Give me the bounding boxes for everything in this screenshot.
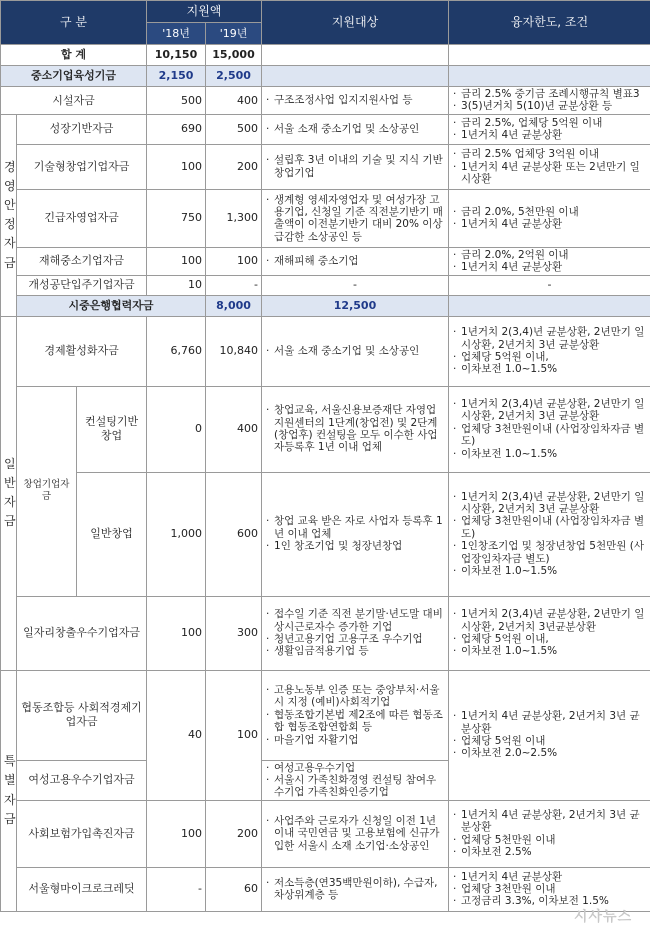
row-y19: 1,300 — [206, 189, 262, 247]
row-target — [262, 316, 449, 386]
cond-item: · 금리 2.0%, 2억원 이내 — [452, 249, 647, 261]
row-y19: 100 — [206, 670, 262, 800]
startup-group-label: 창업기업자금 — [17, 386, 77, 596]
target-item: · 재해피해 중소기업 — [265, 255, 445, 267]
row-name: 여성고용우수기업자금 — [17, 760, 147, 800]
cond-item: · 업체당 5억원 이내, — [452, 351, 647, 363]
row-y19: 10,840 — [206, 316, 262, 386]
cond-item: · 금리 2.5% 업체당 3억원 이내 — [452, 148, 647, 160]
row-name: 재해중소기업자금 — [17, 247, 147, 275]
cond-item: · 업체당 5억원 이내 — [452, 735, 647, 747]
target-item: · 여성고용우수기업 — [265, 762, 445, 774]
row-cond — [449, 867, 650, 911]
row-y18: 690 — [147, 114, 206, 144]
target-item: · 설립후 3년 이내의 기술 및 지식 기반 창업기업 — [265, 154, 445, 179]
cond-item: · 업체당 3천만원 이내 — [452, 883, 647, 895]
row-cond — [449, 247, 650, 275]
group-label-teukbyeol: 특 별 자 금 — [1, 670, 17, 911]
row-target — [262, 800, 449, 867]
row-y19: 200 — [206, 144, 262, 189]
row-y18: 100 — [147, 144, 206, 189]
section-bank-label: 시중은행협력자금 — [17, 295, 206, 316]
section-bank-row — [1, 295, 650, 316]
cond-item: · 1년거치 2(3,4)년 균분상환, 2년만기 일시상환, 2년거치 3년균분상환 — [452, 608, 647, 633]
row-y18: 100 — [147, 247, 206, 275]
target-item: · 저소득층(연35백만원이하), 수급자, 차상위계층 등 — [265, 877, 445, 902]
table-row — [1, 189, 650, 247]
group-label-ilban: 일 반 자 금 — [1, 316, 17, 670]
cond-item: · 1년거치 4년 균분상환 — [452, 129, 647, 141]
row-name: 사회보험가입촉진자금 — [17, 800, 147, 867]
row-y18: 10 — [147, 275, 206, 295]
cond-item: · 이차보전 1.0~1.5% — [452, 448, 647, 460]
row-y19: 60 — [206, 867, 262, 911]
section-sme-label: 중소기업육성기금 — [1, 66, 147, 87]
row-name: 협동조합등 사회적경제기업자금 — [17, 670, 147, 760]
section-sme-y18: 2,150 — [147, 66, 206, 87]
row-target — [262, 472, 449, 596]
target-item: · 고용노동부 인증 또는 중앙부처·서울시 지정 (예비)사회적기업 — [265, 684, 445, 709]
row-name: 개성공단입주기업자금 — [17, 275, 147, 295]
row-target — [262, 87, 449, 115]
table-row — [1, 596, 650, 670]
total-y19: 15,000 — [206, 45, 262, 66]
header-amount: 지원액 — [147, 1, 262, 23]
table-row — [1, 472, 650, 596]
total-label: 합 계 — [1, 45, 147, 66]
row-name: 성장기반자금 — [17, 114, 147, 144]
cond-item: · 금리 2.5% 중기금 조례시행규칙 별표3 — [452, 88, 647, 100]
total-y18: 10,150 — [147, 45, 206, 66]
cond-item: · 이차보전 1.0~1.5% — [452, 565, 647, 577]
table-row — [1, 114, 650, 144]
cond-item: · 1년거치 4년 균분상환 — [452, 261, 647, 273]
cond-item: · 이차보전 1.0~1.5% — [452, 645, 647, 657]
total-row — [1, 45, 650, 66]
target-item: · 생계형 영세자영업자 및 여성가장 고용기업, 신청일 기준 직전분기반기 매출액이 이전분기반기 대비 20% 이상 급감한 소상공인 등 — [265, 194, 445, 244]
row-y19: 400 — [206, 386, 262, 472]
row-cond — [449, 189, 650, 247]
row-name: 시설자금 — [1, 87, 147, 115]
cond-item: · 1년거치 2(3,4)년 균분상환, 2년만기 일시상환, 2년거치 3년 균분상환 — [452, 326, 647, 351]
table-row — [1, 670, 650, 760]
row-target — [262, 670, 449, 760]
target-item: · 1인 창조기업 및 청장년창업 — [265, 540, 445, 552]
cond-item: · 1년거치 4년 균분상환 — [452, 218, 647, 230]
group-label-gyeongyeong: 경 영 안 정 자 금 — [1, 114, 17, 316]
cond-item: · 1년거치 2(3,4)년 균분상환, 2년만기 일시상환, 2년거치 3년 균분상환 — [452, 491, 647, 516]
target-item: · 생활임금적용기업 등 — [265, 645, 445, 657]
row-target: - — [262, 275, 449, 295]
cond-item: · 업체당 3천만원이내 (사업장임차자금 별도) — [452, 515, 647, 540]
row-y18: 500 — [147, 87, 206, 115]
target-item: · 구조조정사업 입지지원사업 등 — [265, 94, 445, 106]
cond-item: · 금리 2.0%, 5천만원 이내 — [452, 206, 647, 218]
row-y19: 500 — [206, 114, 262, 144]
cond-item: · 이차보전 1.0~1.5% — [452, 363, 647, 375]
row-cond — [449, 800, 650, 867]
section-bank-y19: 12,500 — [262, 295, 449, 316]
watermark: 시사뉴스 — [574, 909, 633, 925]
header-limit: 융자한도, 조건 — [449, 1, 650, 45]
row-y18: 750 — [147, 189, 206, 247]
header-year-18: '18년 — [147, 23, 206, 45]
row-y18: 100 — [147, 596, 206, 670]
row-cond — [449, 144, 650, 189]
header-year-19: '19년 — [206, 23, 262, 45]
table-row — [1, 800, 650, 867]
cond-item: · 이차보전 2.0~2.5% — [452, 747, 647, 759]
row-y19: 400 — [206, 87, 262, 115]
row-target — [262, 144, 449, 189]
row-y18: 6,760 — [147, 316, 206, 386]
row-cond — [449, 472, 650, 596]
target-item: · 창업교육, 서울신용보증재단 자영업지원센터의 1단계(창업전) 및 2단계(창업후) 컨설팅을 모두 이수한 사업자등록후 1년 이내 업체 — [265, 404, 445, 454]
row-y18: 100 — [147, 800, 206, 867]
row-name: 서울형마이크로크레딧 — [17, 867, 147, 911]
target-item: · 협동조합기본법 제2조에 따른 협동조합 협동조합연합회 등 — [265, 709, 445, 734]
row-y18: 0 — [147, 386, 206, 472]
row-y19: 300 — [206, 596, 262, 670]
row-y18: 40 — [147, 670, 206, 800]
table-row — [1, 247, 650, 275]
cond-item: · 1년거치 4년 균분상환 — [452, 871, 647, 883]
row-y19: - — [206, 275, 262, 295]
row-cond — [449, 670, 650, 800]
cond-item: · 이차보전 2.5% — [452, 846, 647, 858]
cond-item: · 업체당 5천만원 이내 — [452, 834, 647, 846]
table-row — [1, 87, 650, 115]
row-target — [262, 867, 449, 911]
target-item: · 창업 교육 받은 자로 사업자 등록후 1년 이내 업체 — [265, 515, 445, 540]
row-y18: 1,000 — [147, 472, 206, 596]
target-item: · 서울 소재 중소기업 및 소상공인 — [265, 123, 445, 135]
target-item: · 사업주와 근로자가 신청일 이전 1년이내 국민연금 및 고용보험에 신규가입한 서울시 소재 소기업·소상공인 — [265, 815, 445, 852]
row-cond: - — [449, 275, 650, 295]
row-target — [262, 247, 449, 275]
table-row — [1, 867, 650, 911]
cond-item: · 고정금리 3.3%, 이차보전 1.5% — [452, 895, 647, 907]
target-item: · 서울시 가족친화경영 컨설팅 참여우수기업 가족친화인증기업 — [265, 774, 445, 799]
header-category: 구 분 — [1, 1, 147, 45]
section-bank-y18: 8,000 — [206, 295, 262, 316]
row-name: 일자리창출우수기업자금 — [17, 596, 147, 670]
cond-item: · 1년거치 4년 균분상환, 2년거치 3년 균분상환 — [452, 710, 647, 735]
cond-item: · 1년거치 4년 균분상환, 2년거치 3년 균분상환 — [452, 809, 647, 834]
section-sme-y19: 2,500 — [206, 66, 262, 87]
target-item: · 서울 소재 중소기업 및 소상공인 — [265, 345, 445, 357]
cond-item: · 업체당 5억원 이내, — [452, 633, 647, 645]
cond-item: · 업체당 3천만원이내 (사업장임차자금 별도) — [452, 423, 647, 448]
target-item: · 마을기업 자활기업 — [265, 734, 445, 746]
table-row — [1, 144, 650, 189]
cond-item: · 3(5)년거치 5(10)년 균분상환 등 — [452, 100, 647, 112]
row-name: 컨설팅기반 창업 — [77, 386, 147, 472]
table-row — [1, 386, 650, 472]
row-target — [262, 386, 449, 472]
row-cond — [449, 87, 650, 115]
row-target — [262, 760, 449, 800]
row-name: 긴급자영업자금 — [17, 189, 147, 247]
target-item: · 청년고용기업 고용구조 우수기업 — [265, 633, 445, 645]
row-name: 일반창업 — [77, 472, 147, 596]
cond-item: · 1년거치 2(3,4)년 균분상환, 2년만기 일시상환, 2년거치 3년 균분상환 — [452, 398, 647, 423]
row-target — [262, 189, 449, 247]
section-sme-row — [1, 66, 650, 87]
row-target — [262, 114, 449, 144]
row-cond — [449, 114, 650, 144]
row-name: 기술형창업기업자금 — [17, 144, 147, 189]
row-cond — [449, 386, 650, 472]
header-target: 지원대상 — [262, 1, 449, 45]
row-y19: 100 — [206, 247, 262, 275]
row-y19: 200 — [206, 800, 262, 867]
row-target — [262, 596, 449, 670]
row-cond — [449, 596, 650, 670]
target-item: · 접수일 기준 직전 분기말·년도말 대비 상시근로자수 증가한 기업 — [265, 608, 445, 633]
table-row — [1, 275, 650, 295]
cond-item: · 1인창조기업 및 청장년창업 5천만원 (사업장임차자금 별도) — [452, 540, 647, 565]
table-row — [1, 316, 650, 386]
row-y19: 600 — [206, 472, 262, 596]
row-cond — [449, 316, 650, 386]
row-y18: - — [147, 867, 206, 911]
row-name: 경제활성화자금 — [17, 316, 147, 386]
cond-item: · 금리 2.5%, 업체당 5억원 이내 — [452, 117, 647, 129]
cond-item: · 1년거치 4년 균분상환 또는 2년만기 일시상환 — [452, 161, 647, 186]
